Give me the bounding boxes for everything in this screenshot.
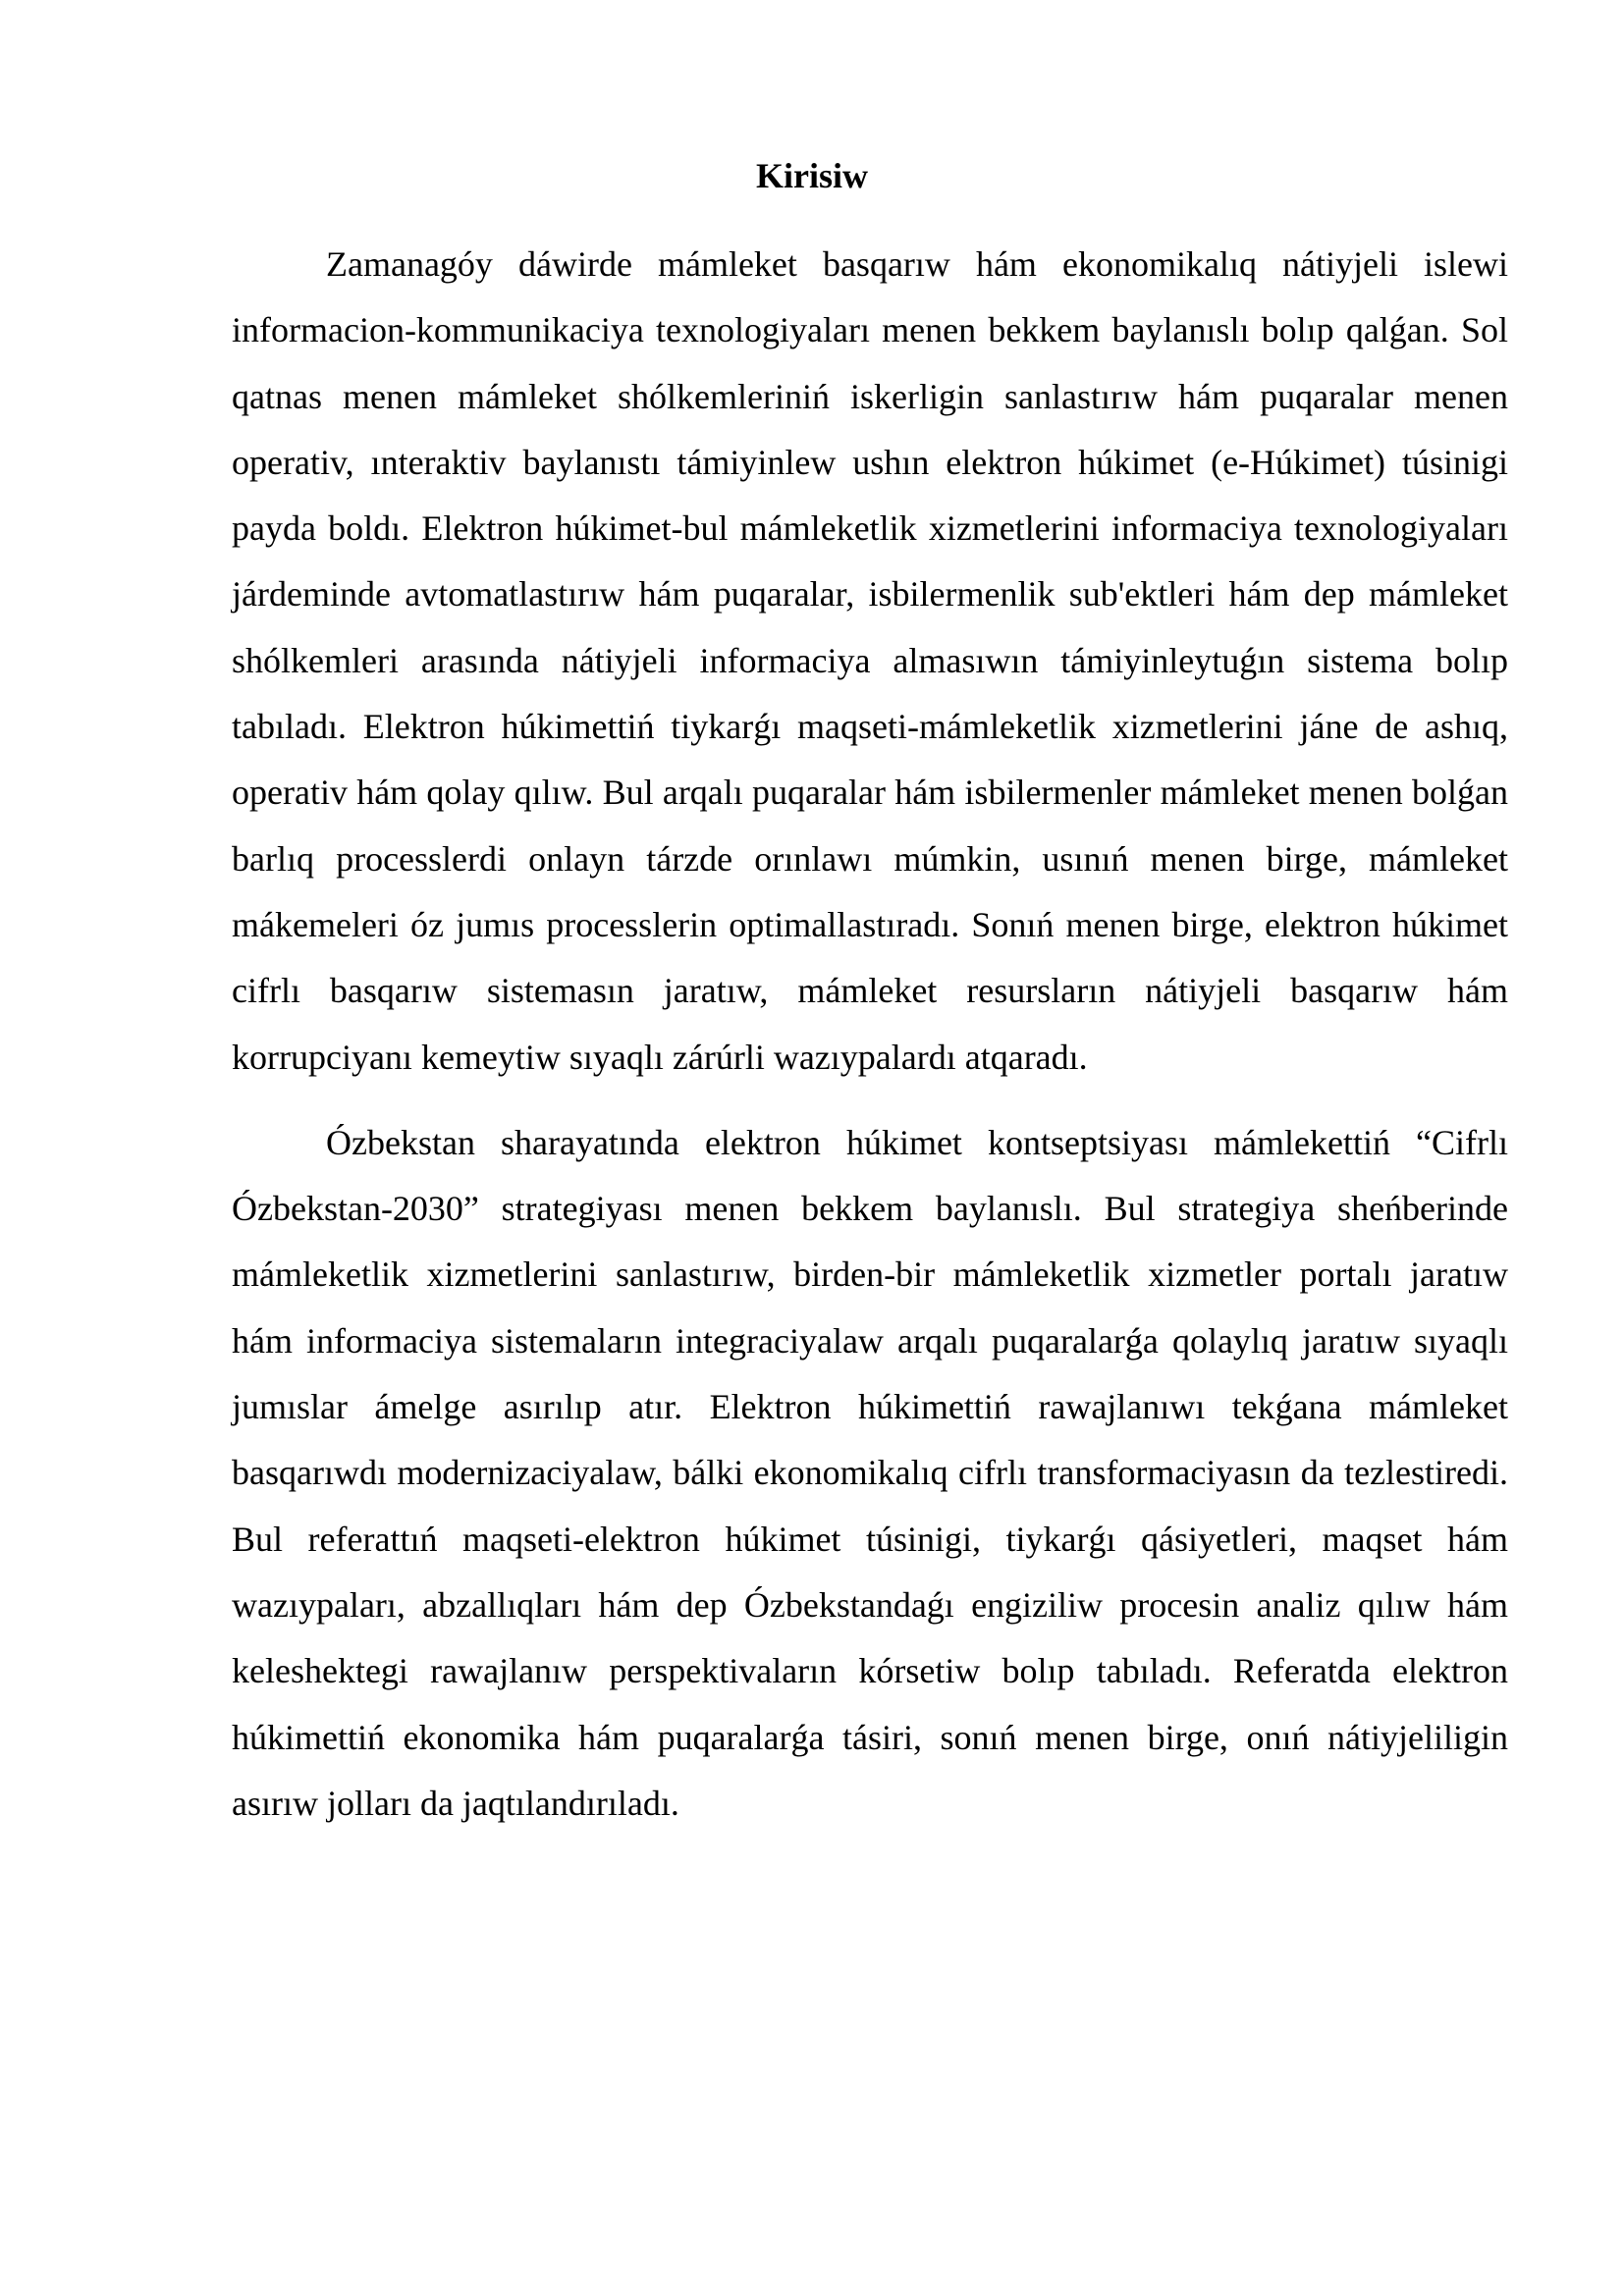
document-body: [232, 232, 1508, 1837]
paragraph-uzbekistan: Ózbekstan sharayatında elektron húkimet kontseptsiyası mámlekettiń “Cifrlı Ózbekstan-2030” strategiyası menen bekkem baylanıslı. Bul strategiya sheńberinde mámleketlik xizmetlerini sanlastırıw, birden-bir mámleketlik xizmetler portalı jaratıw hám informaciya sistemaların integraciyalaw arqalı puqaralarǵa qolaylıq jaratıw sıyaqlı jumıslar ámelge asırılıp atır. Elektron húkimettiń rawajlanıwı tekǵana mámleket basqarıwdı modernizaciyalaw, bálki ekonomikalıq cifrlı transformaciyasın da tezlestiredi. Bul referattıń maqseti-elektron húkimet túsinigi, tiykarǵı qásiyetleri, maqset hám wazıypaları, abzallıqları hám dep Ózbekstandaǵı engiziliw procesin analiz qılıw hám keleshektegi rawajlanıw perspektivaların kórsetiw bolıp tabıladı. Referatda elektron húkimettiń ekonomika hám puqaralarǵa tásiri, sonıń menen birge, onıń nátiyjeliligin asırıw jolları da jaqtılandırıladı.: [232, 1122, 1508, 1823]
document-title: Kirisiw: [756, 156, 868, 195]
paragraph-intro: Zamanagóy dáwirde mámleket basqarıw hám ekonomikalıq nátiyjeli islewi informacion-kommunikaciya texnologiyaları menen bekkem baylanıslı bolıp qalǵan. Sol qatnas menen mámleket shólkemleriniń iskerligin sanlastırıw hám puqaralar menen operativ, ınteraktiv baylanıstı támiyinlew ushın elektron húkimet (e-Húkimet) túsinigi payda boldı. Elektron húkimet-bul mámleketlik xizmetlerini informaciya texnologiyaları járdeminde avtomatlastırıw hám puqaralar, isbilermenlik sub'ektleri hám dep mámleket shólkemleri arasında nátiyjeli informaciya almasıwın támiyinleytuǵın sistema bolıp tabıladı. Elektron húkimettiń tiykarǵı maqseti-mámleketlik xizmetlerini jáne de ashıq, operativ hám qolay qılıw. Bul arqalı puqaralar hám isbilermenler mámleket menen bolǵan barlıq processlerdi onlayn tárzde orınlawı múmkin, usınıń menen birge, mámleket mákemeleri óz jumıs processlerin optimallastıradı. Sonıń menen birge, elektron húkimet cifrlı basqarıw sistemasın jaratıw, mámleket resursların nátiyjeli basqarıw hám korrupciyanı kemeytiw sıyaqlı zárúrli wazıypalardı atqaradı.: [232, 244, 1508, 1077]
